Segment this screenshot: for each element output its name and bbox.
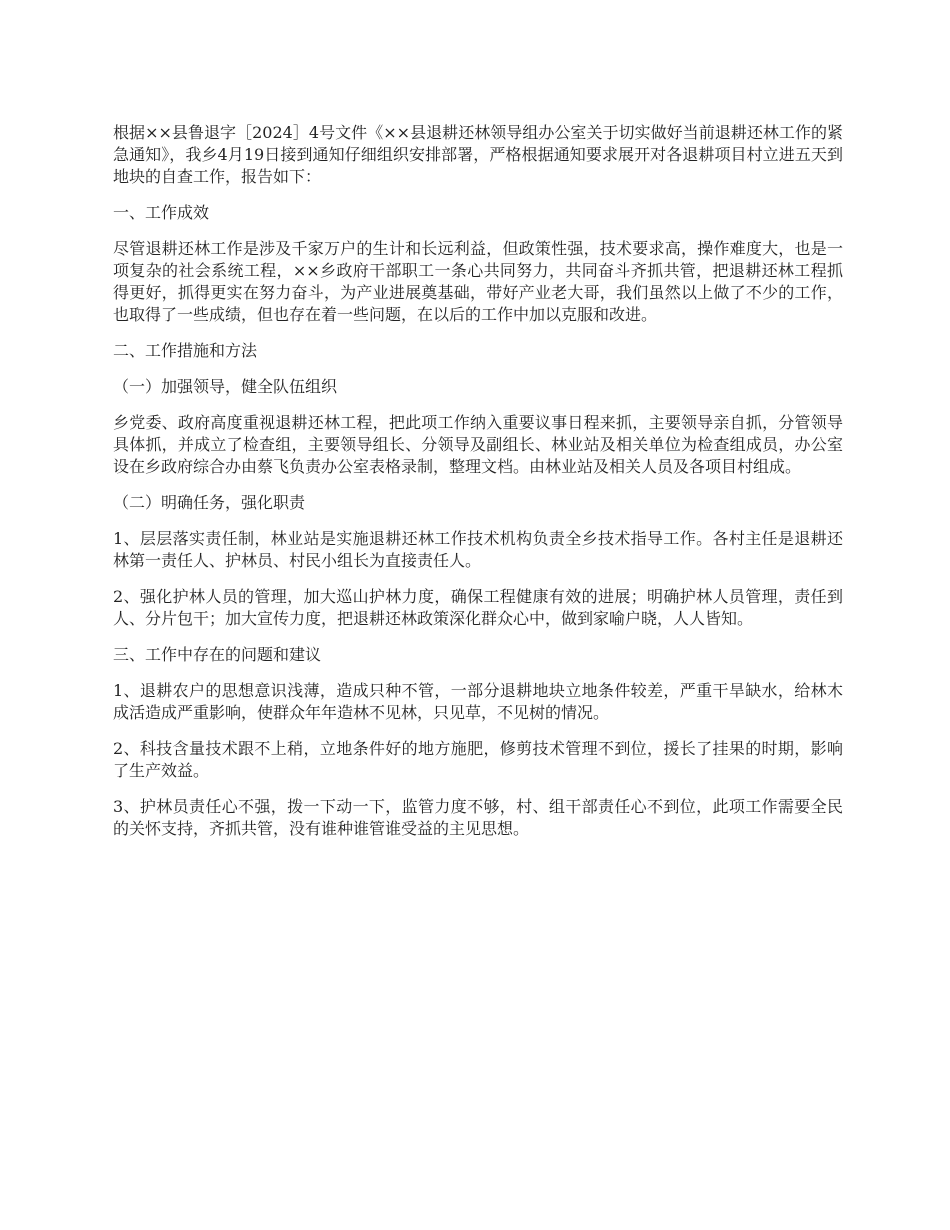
intro-paragraph: 根据××县鲁退字［2024］4号文件《××县退耕还林领导组办公室关于切实做好当前退耕还林工作的紧急通知》，我乡4月19日接到通知仔细组织安排部署，严格根据通知要求展开对各退耕项目村立进五天到地块的自查工作，报告如下：: [113, 123, 843, 186]
section-heading-results: 一、工作成效: [113, 203, 210, 222]
subsection-heading-duties: （二）明确任务，强化职责: [113, 493, 306, 512]
section-heading-problems: 三、工作中存在的问题和建议: [113, 645, 322, 664]
problems-paragraph-3: 3、护林员责任心不强，拨一下动一下，监管力度不够，村、组干部责任心不到位，此项工作需要全民的关怀支持，齐抓共管，没有谁种谁管谁受益的主见思想。: [113, 797, 843, 838]
subsection-heading-leadership: （一）加强领导，健全队伍组织: [113, 377, 338, 396]
section-heading-measures: 二、工作措施和方法: [113, 341, 258, 360]
leadership-paragraph: 乡党委、政府高度重视退耕还林工程，把此项工作纳入重要议事日程来抓，主要领导亲自抓，分管领导具体抓，并成立了检查组，主要领导组长、分领导及副组长、林业站及相关单位为检查组成员，办公室设在乡政府综合办由蔡飞负责办公室表格录制，整理文档。由林业站及相关人员及各项目村组成。: [113, 413, 843, 476]
duties-paragraph-2: 2、强化护林人员的管理，加大巡山护林力度，确保工程健康有效的进展；明确护林人员管理，责任到人、分片包干；加大宣传力度，把退耕还林政策深化群众心中，做到家喻户晓，人人皆知。: [113, 587, 843, 628]
duties-paragraph-1: 1、层层落实责任制，林业站是实施退耕还林工作技术机构负责全乡技术指导工作。各村主任是退耕还林第一责任人、护林员、村民小组长为直接责任人。: [113, 529, 843, 570]
problems-paragraph-1: 1、退耕农户的思想意识浅薄，造成只种不管，一部分退耕地块立地条件较差，严重干旱缺水，给林木成活造成严重影响，使群众年年造林不见林，只见草，不见树的情况。: [113, 681, 843, 722]
problems-paragraph-2: 2、科技含量技术跟不上稍，立地条件好的地方施肥，修剪技术管理不到位，援长了挂果的时期，影响了生产效益。: [113, 739, 843, 780]
document-body: [113, 122, 843, 854]
results-paragraph: 尽管退耕还林工作是涉及千家万户的生计和长远利益，但政策性强，技术要求高，操作难度大，也是一项复杂的社会系统工程，××乡政府干部职工一条心共同努力，共同奋斗齐抓共管，把退耕还林工程抓得更好，抓得更实在努力奋斗，为产业进展奠基础，带好产业老大哥，我们虽然以上做了不少的工作，也取得了一些成绩，但也存在着一些问题，在以后的工作中加以克服和改进。: [113, 239, 843, 324]
